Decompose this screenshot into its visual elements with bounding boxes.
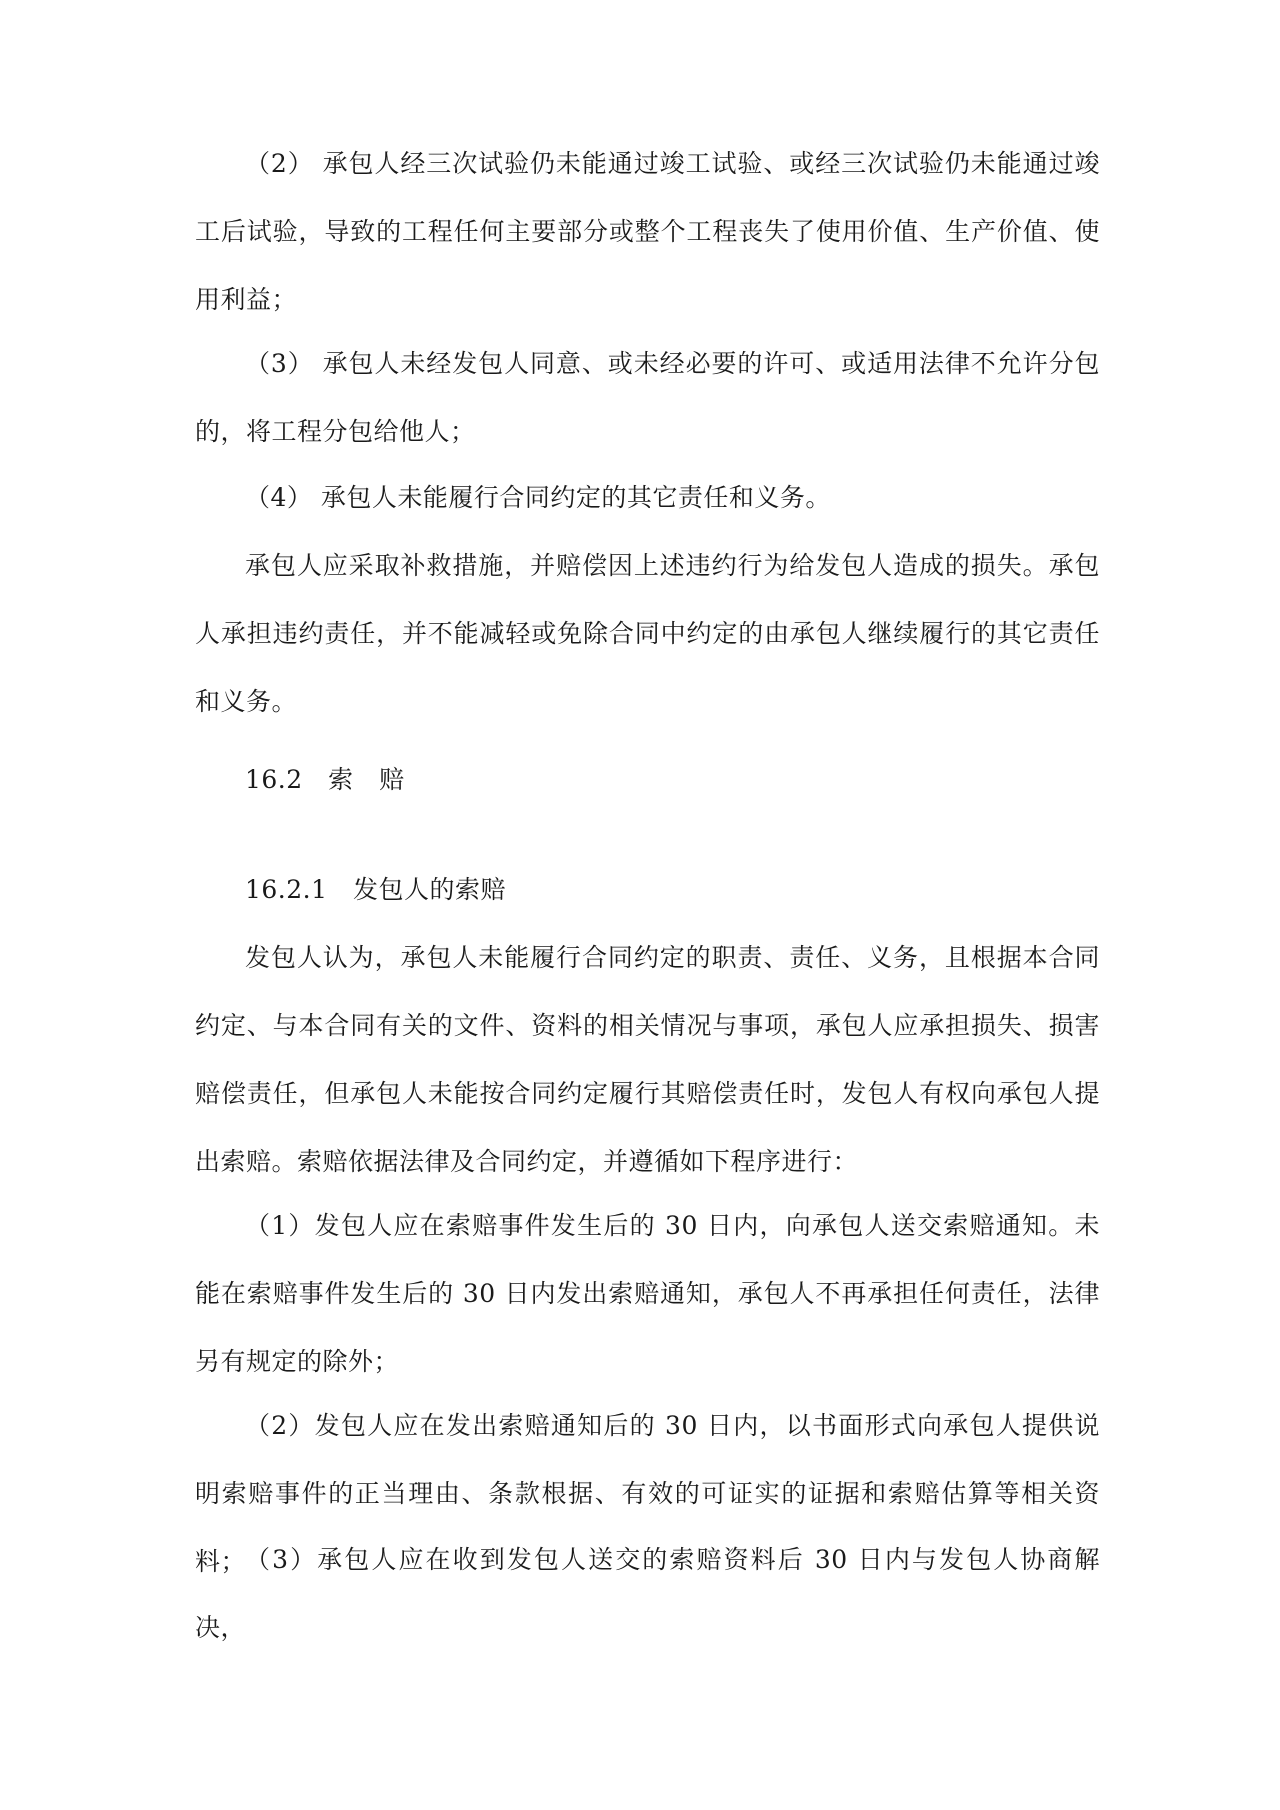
paragraph-item-3: （3） 承包人未经发包人同意、或未经必要的许可、或适用法律不允许分包的，将工程分包给他人； xyxy=(195,349,1100,446)
section-heading: 16.2 索 赔 xyxy=(245,765,405,794)
paragraph-item-4: （4） 承包人未能履行合同约定的其它责任和义务。 xyxy=(245,483,831,512)
subsection-heading: 16.2.1 发包人的索赔 xyxy=(245,875,507,904)
paragraph-claim-step-1: （1）发包人应在索赔事件发生后的 30 日内，向承包人送交索赔通知。未能在索赔事件发生后的 30 日内发出索赔通知，承包人不再承担任何责任，法律另有规定的除外； xyxy=(195,1211,1100,1376)
paragraph-claim-step-2: （2）发包人应在发出索赔通知后的 30 日内，以书面形式向承包人提供说明索赔事件的正当理由、条款根据、有效的可证实的证据和索赔估算等相关资料； xyxy=(195,1411,1100,1576)
paragraph-claim-intro: 发包人认为，承包人未能履行合同约定的职责、责任、义务，且根据本合同约定、与本合同有关的文件、资料的相关情况与事项，承包人应承担损失、损害赔偿责任，但承包人未能按合同约定履行其赔偿责任时，发包人有权向承包人提出索赔。索赔依据法律及合同约定，并遵循如下程序进行： xyxy=(195,943,1100,1176)
paragraph-item-2: （2） 承包人经三次试验仍未能通过竣工试验、或经三次试验仍未能通过竣工后试验，导致的工程任何主要部分或整个工程丧失了使用价值、生产价值、使用利益； xyxy=(195,149,1100,314)
paragraph-claim-step-3: （3）承包人应在收到发包人送交的索赔资料后 30 日内与发包人协商解决， xyxy=(195,1545,1100,1642)
paragraph-remedy: 承包人应采取补救措施，并赔偿因上述违约行为给发包人造成的损失。承包人承担违约责任，并不能减轻或免除合同中约定的由承包人继续履行的其它责任和义务。 xyxy=(195,551,1100,716)
